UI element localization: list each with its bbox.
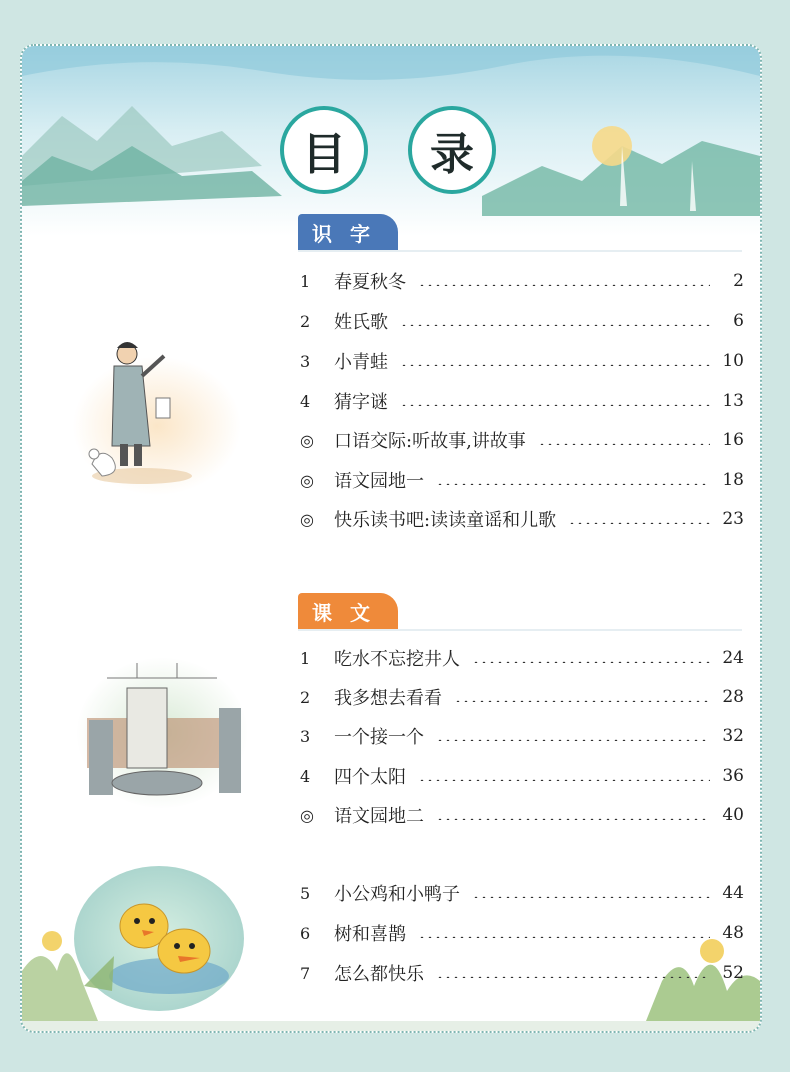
section-divider [298, 629, 742, 631]
toc-item-number: 5 [300, 883, 311, 903]
toc-item-number: 3 [300, 351, 311, 371]
section-divider [298, 250, 742, 252]
toc-item-number: 3 [300, 726, 311, 746]
toc-leader-dots [436, 739, 710, 741]
toc-item-page: 2 [733, 271, 744, 291]
toc-item-title: 口语交际:听故事,讲故事 [334, 431, 526, 452]
toc-item-page: 16 [722, 430, 744, 450]
toc-item-page: 10 [722, 351, 744, 371]
toc-leader-dots [538, 443, 710, 445]
toc-item-number: 2 [300, 311, 311, 331]
toc-item[interactable] [298, 721, 744, 751]
section-tag-kewen: 课文 [298, 593, 398, 629]
toc-item-page: 23 [722, 509, 744, 529]
toc-item-number: 6 [300, 923, 311, 943]
toc-item-page: 28 [722, 687, 744, 707]
toc-item-number: ◎ [300, 470, 314, 490]
toc-item[interactable] [298, 465, 744, 495]
toc-item[interactable] [298, 266, 744, 296]
well-monument-illustration [77, 658, 247, 808]
toc-item[interactable] [298, 918, 744, 948]
title-char-2: 录 [408, 106, 496, 194]
toc-item-page: 40 [722, 805, 744, 825]
toc-item-page: 24 [722, 648, 744, 668]
toc-item-page: 52 [722, 963, 744, 983]
toc-item-page: 6 [733, 311, 744, 331]
toc-leader-dots [472, 896, 710, 898]
toc-item-title: 姓氏歌 [334, 312, 388, 333]
toc-item-title: 四个太阳 [334, 767, 406, 788]
toc-item-title: 猜字谜 [334, 392, 388, 413]
toc-item-number: 4 [300, 766, 311, 786]
toc-item-page: 48 [722, 923, 744, 943]
toc-item-number: 1 [300, 648, 311, 668]
toc-leader-dots [418, 284, 710, 286]
toc-leader-dots [568, 522, 710, 524]
toc-item[interactable] [298, 800, 744, 830]
toc-item-number: ◎ [300, 430, 314, 450]
page-title [280, 106, 520, 216]
toc-leader-dots [454, 700, 710, 702]
toc-leader-dots [436, 976, 710, 978]
toc-item-title: 小青蛙 [334, 352, 388, 373]
title-char-1: 目 [280, 106, 368, 194]
toc-item-number: ◎ [300, 805, 314, 825]
toc-item-title: 快乐读书吧:读读童谣和儿歌 [334, 510, 557, 531]
toc-item-number: 7 [300, 963, 311, 983]
toc-leader-dots [472, 661, 710, 663]
toc-leader-dots [436, 818, 710, 820]
toc-item[interactable] [298, 386, 744, 416]
toc-item-number: 2 [300, 687, 311, 707]
toc-item-title: 树和喜鹊 [334, 924, 406, 945]
toc-item-title: 吃水不忘挖井人 [334, 649, 460, 670]
toc-item[interactable] [298, 958, 744, 988]
toc-item-page: 13 [722, 391, 744, 411]
toc-item-page: 36 [722, 766, 744, 786]
toc-item-number: 4 [300, 391, 311, 411]
toc-item-page: 44 [722, 883, 744, 903]
toc-item-page: 32 [722, 726, 744, 746]
toc-item-title: 怎么都快乐 [334, 964, 424, 985]
toc-item[interactable] [298, 878, 744, 908]
toc-item[interactable] [298, 761, 744, 791]
toc-item-title: 春夏秋冬 [334, 272, 406, 293]
poet-and-goose-illustration [72, 326, 242, 496]
toc-leader-dots [418, 936, 710, 938]
toc-item-title: 我多想去看看 [334, 688, 442, 709]
toc-item-title: 语文园地一 [334, 471, 424, 492]
toc-item-title: 一个接一个 [334, 727, 424, 748]
toc-leader-dots [400, 364, 710, 366]
toc-item[interactable] [298, 346, 744, 376]
toc-leader-dots [418, 779, 710, 781]
toc-item[interactable] [298, 682, 744, 712]
toc-page [20, 44, 762, 1033]
toc-item[interactable] [298, 425, 744, 455]
toc-item-title: 语文园地二 [334, 806, 424, 827]
section-tag-shizi: 识字 [298, 214, 398, 250]
toc-item[interactable] [298, 306, 744, 336]
toc-leader-dots [436, 483, 710, 485]
toc-item[interactable] [298, 504, 744, 534]
toc-item-title: 小公鸡和小鸭子 [334, 884, 460, 905]
toc-item-page: 18 [722, 470, 744, 490]
toc-leader-dots [400, 324, 710, 326]
toc-item-number: 1 [300, 271, 311, 291]
toc-leader-dots [400, 404, 710, 406]
toc-item[interactable] [298, 643, 744, 673]
toc-item-number: ◎ [300, 509, 314, 529]
